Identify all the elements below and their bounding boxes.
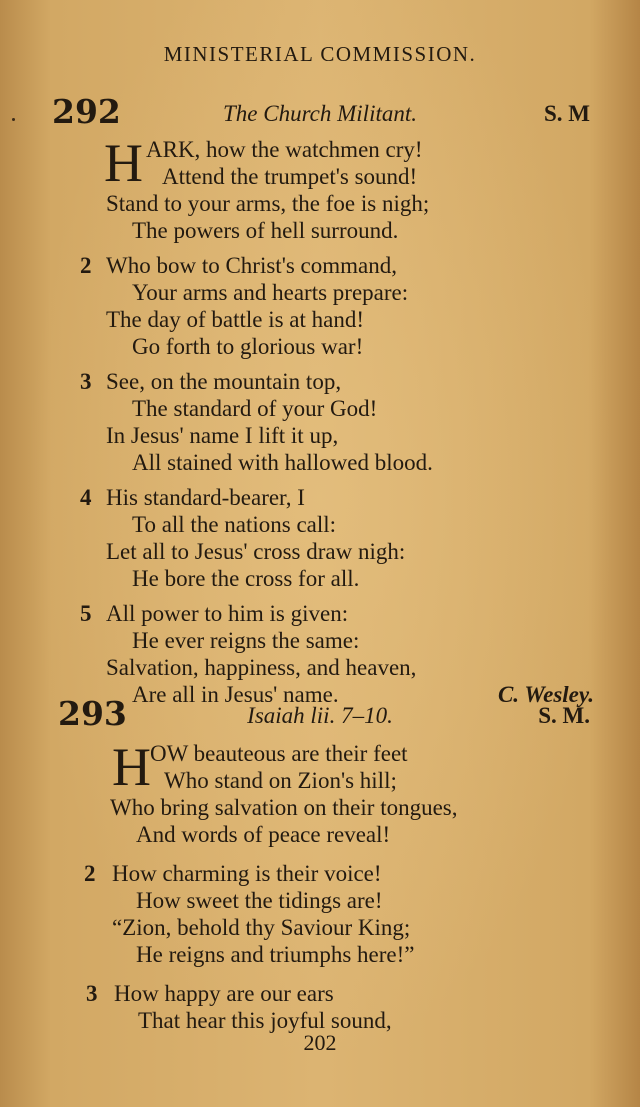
stanza-line: He bore the cross for all. [132, 566, 360, 591]
stanza-5 [0, 600, 640, 708]
stanza-line: Who stand on Zion's hill; [164, 768, 397, 793]
stanza-line: All power to him is given: [106, 601, 349, 626]
stanza-line: Who bring salvation on their tongues, [110, 795, 458, 820]
stanza-number: 3 [80, 369, 92, 394]
hymn-292 [0, 92, 640, 716]
stanza-line: His standard-bearer, I [106, 485, 305, 510]
running-head: MINISTERIAL COMMISSION. [163, 42, 477, 66]
stanza-number: 4 [80, 485, 92, 510]
stanza-line: How happy are our ears [114, 981, 334, 1006]
stanza-line: “Zion, behold thy Saviour King; [112, 915, 411, 940]
stanza-line: Attend the trumpet's sound! [162, 164, 418, 189]
hymn-title: The Church Militant. [222, 101, 417, 126]
hymn-author: C. Wesley. [497, 682, 594, 707]
stanza-line: Let all to Jesus' cross draw nigh: [106, 539, 406, 564]
stanza-1 [0, 737, 640, 848]
stanza-line: To all the nations call: [132, 512, 337, 537]
stanza-line: In Jesus' name I lift it up, [106, 423, 339, 448]
hymn-293 [0, 694, 640, 1042]
stanza-line: Go forth to glorious war! [132, 334, 364, 359]
stanza-number: 5 [80, 601, 92, 626]
stanza-line: He reigns and triumphs here!” [136, 942, 415, 967]
hymn-meter: S. M. [538, 703, 590, 728]
hymn-number: 292 [52, 92, 121, 131]
stanza-number: 3 [86, 981, 98, 1006]
stanza-line: How sweet the tidings are! [136, 888, 383, 913]
stanza-3 [0, 368, 640, 476]
stanza-line: All stained with hallowed blood. [132, 450, 433, 475]
stanza-line: The powers of hell surround. [132, 218, 399, 243]
hymn-header [0, 694, 640, 738]
drop-cap: H [112, 737, 151, 797]
stanza-line: How charming is their voice! [112, 861, 382, 886]
hymn-meter: S. M [544, 101, 590, 126]
stanza-3 [0, 980, 640, 1034]
stanza-line: ARK, how the watchmen cry! [146, 137, 423, 162]
stanza-line: He ever reigns the same: [132, 628, 360, 653]
stanza-number: 2 [80, 253, 92, 278]
stanza-line: The standard of your God! [132, 396, 378, 421]
stanza-line: See, on the mountain top, [106, 369, 342, 394]
stanza-line: Stand to your arms, the foe is nigh; [106, 191, 430, 216]
stanza-1 [0, 133, 640, 244]
stanza-line: Who bow to Christ's command, [106, 253, 397, 278]
stanza-line: That hear this joyful sound, [138, 1008, 392, 1033]
stanza-line: Are all in Jesus' name. [132, 682, 339, 707]
stanza-line: Your arms and hearts prepare: [132, 280, 409, 305]
stanza-line: Salvation, happiness, and heaven, [106, 655, 417, 680]
drop-cap: H [104, 133, 143, 193]
stanza-2 [0, 252, 640, 360]
stanza-line: The day of battle is at hand! [106, 307, 365, 332]
stanza-4 [0, 484, 640, 592]
hymn-header [0, 92, 640, 136]
stanza-line: And words of peace reveal! [136, 822, 391, 847]
stanza-2 [0, 860, 640, 968]
stanza-number: 2 [84, 861, 96, 886]
hymn-number: 293 [58, 694, 127, 733]
page-number: 202 [303, 1030, 337, 1055]
hymn-title: Isaiah lii. 7–10. [247, 703, 393, 728]
stanza-line: OW beauteous are their feet [150, 741, 408, 766]
